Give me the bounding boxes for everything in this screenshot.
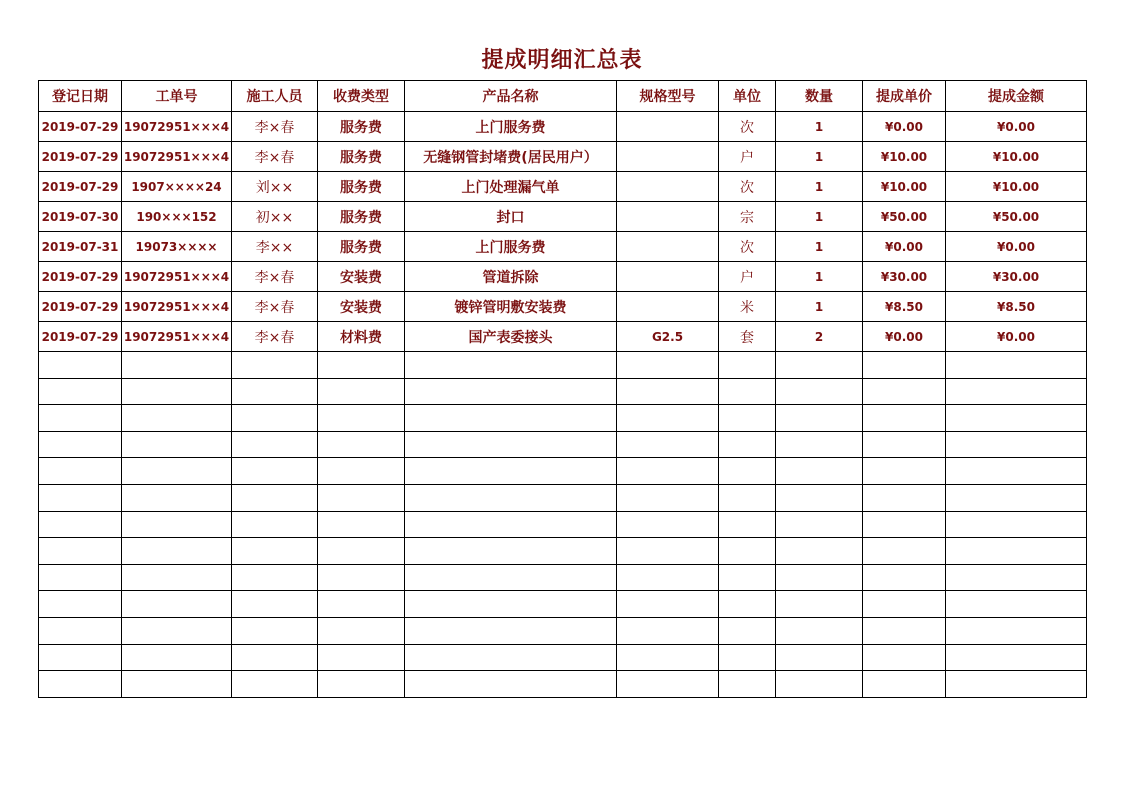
empty-cell xyxy=(405,564,617,591)
empty-cell xyxy=(122,644,232,671)
empty-cell xyxy=(318,484,405,511)
empty-cell xyxy=(946,644,1087,671)
table-row xyxy=(39,202,1087,232)
empty-cell xyxy=(405,644,617,671)
cell-order-number: 19072951×××4 xyxy=(122,142,232,172)
empty-cell xyxy=(39,484,122,511)
empty-cell xyxy=(946,564,1087,591)
empty-cell xyxy=(617,431,719,458)
cell-product-name: 国产表委接头 xyxy=(405,322,617,352)
cell-unit: 次 xyxy=(719,112,776,142)
empty-cell xyxy=(405,511,617,538)
empty-cell xyxy=(318,458,405,485)
empty-cell xyxy=(719,644,776,671)
empty-cell xyxy=(719,458,776,485)
empty-cell xyxy=(719,484,776,511)
cell-amount: ¥30.00 xyxy=(946,262,1087,292)
empty-cell xyxy=(617,538,719,565)
header-unit-price: 提成单价 xyxy=(863,81,946,112)
cell-date: 2019-07-29 xyxy=(39,292,122,322)
empty-cell xyxy=(318,352,405,379)
cell-order-number: 19073×××× xyxy=(122,232,232,262)
empty-cell xyxy=(122,538,232,565)
cell-quantity: 1 xyxy=(776,292,863,322)
cell-date: 2019-07-29 xyxy=(39,142,122,172)
cell-unit: 户 xyxy=(719,262,776,292)
empty-cell xyxy=(122,591,232,618)
empty-cell xyxy=(405,458,617,485)
empty-cell xyxy=(863,431,946,458)
empty-cell xyxy=(776,458,863,485)
empty-cell xyxy=(776,484,863,511)
cell-unit-price: ¥0.00 xyxy=(863,112,946,142)
empty-cell xyxy=(719,511,776,538)
cell-order-number: 19072951×××4 xyxy=(122,112,232,142)
empty-cell xyxy=(946,352,1087,379)
cell-unit-price: ¥0.00 xyxy=(863,322,946,352)
cell-fee-type: 安装费 xyxy=(318,262,405,292)
empty-cell xyxy=(863,352,946,379)
empty-cell xyxy=(863,458,946,485)
cell-fee-type: 服务费 xyxy=(318,142,405,172)
empty-cell xyxy=(863,617,946,644)
empty-row xyxy=(39,405,1087,432)
cell-spec xyxy=(617,262,719,292)
cell-fee-type: 服务费 xyxy=(318,202,405,232)
empty-cell xyxy=(232,538,318,565)
empty-cell xyxy=(122,378,232,405)
empty-cell xyxy=(617,458,719,485)
empty-cell xyxy=(122,671,232,698)
empty-cell xyxy=(232,484,318,511)
cell-date: 2019-07-29 xyxy=(39,112,122,142)
empty-cell xyxy=(122,511,232,538)
header-order-number: 工单号 xyxy=(122,81,232,112)
empty-cell xyxy=(318,644,405,671)
empty-cell xyxy=(719,431,776,458)
empty-cell xyxy=(405,405,617,432)
empty-row xyxy=(39,511,1087,538)
header-row xyxy=(39,81,1087,112)
cell-quantity: 1 xyxy=(776,262,863,292)
empty-cell xyxy=(946,378,1087,405)
commission-table xyxy=(38,80,1087,698)
empty-cell xyxy=(318,431,405,458)
cell-spec: G2.5 xyxy=(617,322,719,352)
empty-cell xyxy=(719,671,776,698)
cell-worker: 李×春 xyxy=(232,142,318,172)
cell-fee-type: 安装费 xyxy=(318,292,405,322)
cell-quantity: 1 xyxy=(776,172,863,202)
empty-cell xyxy=(617,617,719,644)
cell-unit-price: ¥10.00 xyxy=(863,172,946,202)
empty-cell xyxy=(39,644,122,671)
empty-cell xyxy=(617,671,719,698)
cell-product-name: 管道拆除 xyxy=(405,262,617,292)
empty-row xyxy=(39,538,1087,565)
table-row xyxy=(39,292,1087,322)
header-quantity: 数量 xyxy=(776,81,863,112)
cell-order-number: 1907××××24 xyxy=(122,172,232,202)
cell-unit: 套 xyxy=(719,322,776,352)
header-fee-type: 收费类型 xyxy=(318,81,405,112)
cell-fee-type: 服务费 xyxy=(318,232,405,262)
empty-row xyxy=(39,671,1087,698)
empty-cell xyxy=(617,405,719,432)
table-row xyxy=(39,112,1087,142)
header-worker: 施工人员 xyxy=(232,81,318,112)
empty-cell xyxy=(122,458,232,485)
cell-amount: ¥50.00 xyxy=(946,202,1087,232)
cell-date: 2019-07-31 xyxy=(39,232,122,262)
cell-unit: 户 xyxy=(719,142,776,172)
empty-cell xyxy=(405,484,617,511)
cell-order-number: 19072951×××4 xyxy=(122,292,232,322)
empty-cell xyxy=(946,591,1087,618)
empty-cell xyxy=(39,511,122,538)
empty-row xyxy=(39,617,1087,644)
empty-cell xyxy=(719,564,776,591)
cell-worker: 初×× xyxy=(232,202,318,232)
cell-unit-price: ¥8.50 xyxy=(863,292,946,322)
empty-cell xyxy=(617,484,719,511)
cell-amount: ¥0.00 xyxy=(946,322,1087,352)
empty-cell xyxy=(863,405,946,432)
empty-cell xyxy=(232,431,318,458)
cell-order-number: 190×××152 xyxy=(122,202,232,232)
empty-cell xyxy=(776,352,863,379)
cell-spec xyxy=(617,112,719,142)
cell-spec xyxy=(617,142,719,172)
cell-quantity: 1 xyxy=(776,232,863,262)
table-row xyxy=(39,262,1087,292)
table-row xyxy=(39,232,1087,262)
empty-cell xyxy=(122,617,232,644)
cell-amount: ¥10.00 xyxy=(946,172,1087,202)
empty-cell xyxy=(776,671,863,698)
cell-amount: ¥0.00 xyxy=(946,232,1087,262)
empty-cell xyxy=(946,458,1087,485)
empty-cell xyxy=(617,591,719,618)
empty-cell xyxy=(776,378,863,405)
cell-amount: ¥10.00 xyxy=(946,142,1087,172)
cell-quantity: 1 xyxy=(776,142,863,172)
empty-cell xyxy=(318,378,405,405)
empty-cell xyxy=(232,511,318,538)
empty-cell xyxy=(405,591,617,618)
cell-worker: 李×春 xyxy=(232,112,318,142)
cell-unit: 次 xyxy=(719,172,776,202)
empty-cell xyxy=(863,671,946,698)
empty-cell xyxy=(39,458,122,485)
empty-cell xyxy=(39,378,122,405)
empty-cell xyxy=(39,564,122,591)
table-row xyxy=(39,142,1087,172)
empty-cell xyxy=(863,538,946,565)
empty-cell xyxy=(39,431,122,458)
empty-cell xyxy=(946,538,1087,565)
header-spec: 规格型号 xyxy=(617,81,719,112)
table-row xyxy=(39,172,1087,202)
empty-cell xyxy=(863,644,946,671)
empty-cell xyxy=(405,671,617,698)
empty-cell xyxy=(405,617,617,644)
empty-cell xyxy=(122,484,232,511)
empty-cell xyxy=(946,484,1087,511)
empty-cell xyxy=(617,511,719,538)
cell-product-name: 封口 xyxy=(405,202,617,232)
empty-cell xyxy=(776,431,863,458)
empty-cell xyxy=(39,405,122,432)
empty-cell xyxy=(318,671,405,698)
cell-product-name: 无缝钢管封堵费(居民用户） xyxy=(405,142,617,172)
cell-worker: 李×春 xyxy=(232,262,318,292)
cell-product-name: 上门服务费 xyxy=(405,232,617,262)
empty-cell xyxy=(863,484,946,511)
cell-date: 2019-07-29 xyxy=(39,322,122,352)
empty-cell xyxy=(719,591,776,618)
cell-spec xyxy=(617,172,719,202)
empty-cell xyxy=(318,591,405,618)
empty-cell xyxy=(719,378,776,405)
header-amount: 提成金额 xyxy=(946,81,1087,112)
cell-order-number: 19072951×××4 xyxy=(122,322,232,352)
empty-cell xyxy=(719,352,776,379)
empty-cell xyxy=(232,405,318,432)
empty-cell xyxy=(776,405,863,432)
empty-cell xyxy=(863,591,946,618)
empty-row xyxy=(39,564,1087,591)
empty-row xyxy=(39,378,1087,405)
empty-cell xyxy=(946,671,1087,698)
empty-cell xyxy=(232,458,318,485)
empty-cell xyxy=(232,564,318,591)
cell-unit: 次 xyxy=(719,232,776,262)
cell-spec xyxy=(617,202,719,232)
empty-cell xyxy=(405,538,617,565)
header-date: 登记日期 xyxy=(39,81,122,112)
empty-cell xyxy=(122,352,232,379)
spreadsheet-page xyxy=(38,40,1086,698)
empty-cell xyxy=(405,378,617,405)
empty-cell xyxy=(318,564,405,591)
empty-cell xyxy=(232,644,318,671)
empty-cell xyxy=(776,617,863,644)
empty-cell xyxy=(232,617,318,644)
cell-unit-price: ¥0.00 xyxy=(863,232,946,262)
empty-cell xyxy=(232,591,318,618)
empty-cell xyxy=(39,671,122,698)
cell-amount: ¥0.00 xyxy=(946,112,1087,142)
empty-cell xyxy=(776,644,863,671)
cell-unit-price: ¥50.00 xyxy=(863,202,946,232)
empty-cell xyxy=(232,671,318,698)
empty-cell xyxy=(232,352,318,379)
empty-row xyxy=(39,352,1087,379)
cell-quantity: 1 xyxy=(776,202,863,232)
empty-cell xyxy=(39,538,122,565)
cell-spec xyxy=(617,232,719,262)
cell-worker: 李×春 xyxy=(232,322,318,352)
empty-row xyxy=(39,591,1087,618)
cell-order-number: 19072951×××4 xyxy=(122,262,232,292)
empty-cell xyxy=(776,591,863,618)
empty-cell xyxy=(719,538,776,565)
empty-cell xyxy=(617,564,719,591)
empty-cell xyxy=(318,511,405,538)
header-product-name: 产品名称 xyxy=(405,81,617,112)
empty-cell xyxy=(318,538,405,565)
empty-cell xyxy=(776,564,863,591)
cell-spec xyxy=(617,292,719,322)
empty-cell xyxy=(946,405,1087,432)
empty-cell xyxy=(863,511,946,538)
cell-unit: 宗 xyxy=(719,202,776,232)
cell-quantity: 2 xyxy=(776,322,863,352)
empty-cell xyxy=(946,431,1087,458)
cell-unit: 米 xyxy=(719,292,776,322)
cell-worker: 李×× xyxy=(232,232,318,262)
empty-cell xyxy=(719,617,776,644)
empty-cell xyxy=(617,644,719,671)
empty-cell xyxy=(946,617,1087,644)
empty-row xyxy=(39,644,1087,671)
empty-row xyxy=(39,484,1087,511)
empty-cell xyxy=(776,511,863,538)
cell-date: 2019-07-29 xyxy=(39,262,122,292)
empty-cell xyxy=(232,378,318,405)
cell-date: 2019-07-29 xyxy=(39,172,122,202)
empty-cell xyxy=(863,378,946,405)
empty-cell xyxy=(39,617,122,644)
cell-amount: ¥8.50 xyxy=(946,292,1087,322)
cell-quantity: 1 xyxy=(776,112,863,142)
empty-cell xyxy=(617,378,719,405)
empty-cell xyxy=(122,405,232,432)
empty-cell xyxy=(776,538,863,565)
empty-cell xyxy=(617,352,719,379)
cell-unit-price: ¥30.00 xyxy=(863,262,946,292)
cell-product-name: 镀锌管明敷安装费 xyxy=(405,292,617,322)
empty-cell xyxy=(122,431,232,458)
cell-unit-price: ¥10.00 xyxy=(863,142,946,172)
empty-row xyxy=(39,431,1087,458)
cell-fee-type: 服务费 xyxy=(318,172,405,202)
empty-cell xyxy=(405,352,617,379)
cell-product-name: 上门服务费 xyxy=(405,112,617,142)
cell-product-name: 上门处理漏气单 xyxy=(405,172,617,202)
cell-date: 2019-07-30 xyxy=(39,202,122,232)
table-row xyxy=(39,322,1087,352)
empty-cell xyxy=(863,564,946,591)
cell-fee-type: 材料费 xyxy=(318,322,405,352)
empty-cell xyxy=(122,564,232,591)
empty-cell xyxy=(946,511,1087,538)
empty-cell xyxy=(39,591,122,618)
empty-cell xyxy=(405,431,617,458)
cell-worker: 李×春 xyxy=(232,292,318,322)
cell-worker: 刘×× xyxy=(232,172,318,202)
empty-cell xyxy=(719,405,776,432)
cell-fee-type: 服务费 xyxy=(318,112,405,142)
empty-cell xyxy=(39,352,122,379)
page-title: 提成明细汇总表 xyxy=(481,47,643,73)
empty-cell xyxy=(318,617,405,644)
empty-cell xyxy=(318,405,405,432)
empty-row xyxy=(39,458,1087,485)
header-unit: 单位 xyxy=(719,81,776,112)
